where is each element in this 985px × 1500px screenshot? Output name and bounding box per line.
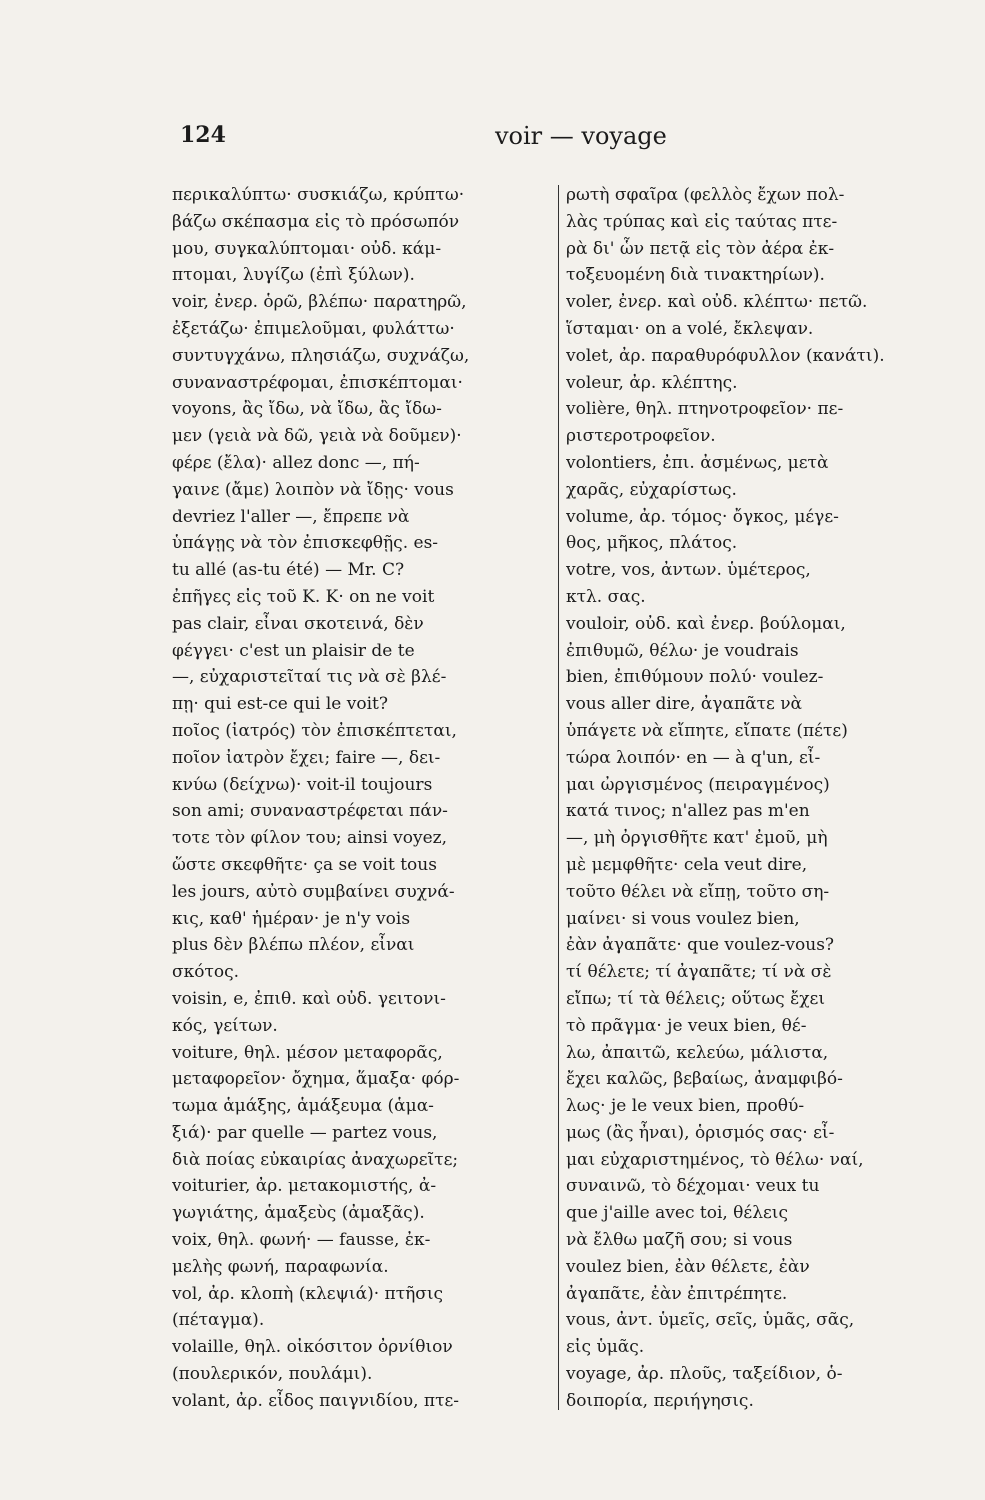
text-line: votre, vos, ἀντων. ὑμέτερος, <box>566 560 811 581</box>
text-line: vous aller dire, ἀγαπᾶτε νὰ <box>566 694 803 715</box>
text-line: μαίνει· si vous voulez bien, <box>566 908 800 929</box>
text-line: λως· je le veux bien, προθύ- <box>566 1096 805 1117</box>
text-line: ποῖος (ἰατρός) τὸν ἐπισκέπτεται, <box>172 720 457 741</box>
text-line: λὰς τρύπας καὶ εἰς ταύτας πτε- <box>566 211 838 232</box>
text-line: τί θέλετε; τί ἀγαπᾶτε; τί νὰ σὲ <box>566 962 832 983</box>
text-line: ρωτὴ σφαῖρα (φελλὸς ἔχων πολ- <box>566 185 845 205</box>
text-line: ξιά)· par quelle — partez vous, <box>172 1122 438 1143</box>
text-line: volière, θηλ. πτηνοτροφεῖον· πε- <box>566 399 844 420</box>
text-line: μως (ἂς ἦναι), ὁρισμός σας· εἶ- <box>566 1122 835 1143</box>
text-line: ἐπιθυμῶ, θέλω· je voudrais <box>566 640 799 661</box>
text-line: volume, ἀρ. τόμος· ὄγκος, μέγε- <box>566 506 839 527</box>
text-line: κτλ. σας. <box>566 586 646 607</box>
text-line: κις, καθ' ἡμέραν· je n'y vois <box>172 908 411 929</box>
text-line: τὸ πρᾶγμα· je veux bien, θέ- <box>566 1015 807 1036</box>
text-line: que j'aille avec toi, θέλεις <box>566 1203 788 1224</box>
text-line: ἔχει καλῶς, βεβαίως, ἀναμφιβό- <box>566 1069 843 1090</box>
page-number: 124 <box>180 122 226 148</box>
text-line: τοτε τὸν φίλον του; ainsi voyez, <box>172 828 448 849</box>
text-line: εἴπω; τί τὰ θέλεις; οὕτως ἔχει <box>566 988 826 1009</box>
text-line: συντυγχάνω, πλησιάζω, συχνάζω, <box>172 345 470 366</box>
text-line: θος, μῆκος, πλάτος. <box>566 533 738 554</box>
text-line: voiturier, ἀρ. μετακομιστής, ἀ- <box>172 1176 437 1197</box>
text-line: tu allé (as-tu été) — Mr. C? <box>172 560 405 581</box>
text-line: plus δὲν βλέπω πλέον, εἶναι <box>172 935 415 956</box>
text-line: voyons, ἂς ἴδω, νὰ ἴδω, ἂς ἴδω- <box>172 399 442 420</box>
text-line: τώρα λοιπόν· en — à q'un, εἶ- <box>566 747 821 768</box>
text-line: voleur, ἀρ. κλέπτης. <box>566 372 738 393</box>
text-line: πῃ· qui est-ce qui le voit? <box>172 694 388 715</box>
text-line: voisin, e, ἐπιθ. καὶ οὐδ. γειτονι- <box>172 988 446 1009</box>
text-line: voyage, ἀρ. πλοῦς, ταξείδιον, ὁ- <box>566 1364 843 1385</box>
text-line: (πουλερικόν, πουλάμι). <box>172 1364 373 1385</box>
text-line: ὑπάγῃς νὰ τὸν ἐπισκεφθῇς. es- <box>172 533 439 554</box>
text-line: —, μὴ ὀργισθῆτε κατ' ἐμοῦ, μὴ <box>566 828 828 849</box>
text-line: ριστεροτροφεῖον. <box>566 426 716 447</box>
text-line: γαινε (ἄμε) λοιπὸν νὰ ἴδῃς· vous <box>172 479 454 500</box>
text-line: ρὰ δι' ὧν πετᾷ εἰς τὸν ἀέρα ἐκ- <box>566 238 835 259</box>
running-head: voir — voyage <box>495 122 667 150</box>
text-line: μελὴς φωνή, παραφωνία. <box>172 1256 389 1277</box>
text-line: μου, συγκαλύπτομαι· οὐδ. κάμ- <box>172 238 442 259</box>
text-line: τωμα ἁμάξης, ἁμάξευμα (ἁμα- <box>172 1096 434 1117</box>
text-line: διὰ ποίας εὐκαιρίας ἀναχωρεῖτε; <box>172 1149 459 1170</box>
text-line: συναινῶ, τὸ δέχομαι· veux tu <box>566 1176 820 1197</box>
text-line: volontiers, ἐπι. ἀσμένως, μετὰ <box>566 452 829 473</box>
text-line: συναναστρέφομαι, ἐπισκέπτομαι· <box>172 372 463 393</box>
text-line: voulez bien, ἐὰν θέλετε, ἐὰν <box>566 1256 810 1277</box>
text-line: κνύω (δείχνω)· voit-il toujours <box>172 774 433 795</box>
text-line: εἰς ὑμᾶς. <box>566 1337 645 1358</box>
text-line: μαι εὐχαριστημένος, τὸ θέλω· ναί, <box>566 1149 864 1170</box>
text-line: bien, ἐπιθύμουν πολύ· voulez- <box>566 667 824 688</box>
text-line: —, εὐχαριστεῖταί τις νὰ σὲ βλέ- <box>172 667 447 688</box>
text-line: pas clair, εἶναι σκοτεινά, δὲν <box>172 613 424 634</box>
text-line: λω, ἀπαιτῶ, κελεύω, μάλιστα, <box>566 1042 829 1063</box>
text-line: vous, ἀντ. ὑμεῖς, σεῖς, ὑμᾶς, σᾶς, <box>566 1310 855 1331</box>
text-line: ἐὰν ἀγαπᾶτε· que voulez-vous? <box>566 935 835 956</box>
text-line: vouloir, οὐδ. καὶ ἐνερ. βούλομαι, <box>566 613 846 634</box>
column-divider <box>558 185 559 1410</box>
text-line: δοιπορία, περιήγησις. <box>566 1390 754 1411</box>
text-line: μαι ὠργισμένος (πειραγμένος) <box>566 774 830 795</box>
text-line: μεν (γειὰ νὰ δῶ, γειὰ νὰ δοῦμεν)· <box>172 426 462 447</box>
text-line: ὑπάγετε νὰ εἴπητε, εἴπατε (πέτε) <box>566 720 848 741</box>
text-line: σκότος. <box>172 962 240 983</box>
text-line: νὰ ἔλθω μαζῆ σου; si vous <box>566 1230 793 1251</box>
text-line: volaille, θηλ. οἰκόσιτον ὀρνίθιον <box>172 1337 453 1358</box>
text-line: τοξευομένη διὰ τινακτηρίων). <box>566 265 825 286</box>
text-line: voix, θηλ. φωνή· — fausse, ἐκ- <box>172 1230 431 1251</box>
text-line: μὲ μεμφθῆτε· cela veut dire, <box>566 854 808 875</box>
text-line: (πέταγμα). <box>172 1310 265 1331</box>
text-line: πτομαι, λυγίζω (ἐπὶ ξύλων). <box>172 265 415 286</box>
right-column <box>566 182 942 1415</box>
text-line: ἐπῆγες εἰς τοῦ Κ. Κ· on ne voit <box>172 586 435 607</box>
text-line: voler, ἐνερ. καὶ οὐδ. κλέπτω· πετῶ. <box>566 292 868 313</box>
text-line: ποῖον ἰατρὸν ἔχει; faire —, δει- <box>172 747 441 768</box>
text-line: vol, ἀρ. κλοπὴ (κλεψιά)· πτῆσις <box>172 1283 444 1304</box>
text-line: περικαλύπτω· συσκιάζω, κρύπτω· <box>172 185 465 205</box>
text-line: κός, γείτων. <box>172 1015 278 1036</box>
text-line: les jours, αὐτὸ συμβαίνει συχνά- <box>172 881 455 902</box>
text-line: φέρε (ἔλα)· allez donc —, πή- <box>172 452 420 473</box>
text-line: τοῦτο θέλει νὰ εἴπῃ, τοῦτο ση- <box>566 881 830 902</box>
text-line: γωγιάτης, ἁμαξεὺς (ἀμαξᾶς). <box>172 1203 425 1224</box>
text-line: volet, ἀρ. παραθυρόφυλλον (κανάτι). <box>566 345 885 366</box>
text-line: son ami; συναναστρέφεται πάν- <box>172 801 448 822</box>
text-line: volant, ἀρ. εἶδος παιγνιδίου, πτε- <box>172 1390 460 1411</box>
text-line: ἀγαπᾶτε, ἐὰν ἐπιτρέπητε. <box>566 1283 788 1304</box>
text-line: μεταφορεῖον· ὄχημα, ἅμαξα· φόρ- <box>172 1069 460 1090</box>
text-line: voiture, θηλ. μέσον μεταφορᾶς, <box>172 1042 443 1063</box>
text-line: ὥστε σκεφθῆτε· ça se voit tous <box>172 854 437 875</box>
text-line: βάζω σκέπασμα εἰς τὸ πρόσωπόν <box>172 211 460 232</box>
text-line: devriez l'aller —, ἔπρεπε νὰ <box>172 506 410 527</box>
text-line: ἵσταμαι· on a volé, ἔκλεψαν. <box>566 318 814 339</box>
left-column <box>172 182 552 1415</box>
text-line: ἐξετάζω· ἐπιμελοῦμαι, φυλάττω· <box>172 318 455 339</box>
text-line: voir, ἐνερ. ὁρῶ, βλέπω· παρατηρῶ, <box>172 292 467 313</box>
text-line: χαρᾶς, εὐχαρίστως. <box>566 479 737 500</box>
text-line: κατά τινος; n'allez pas m'en <box>566 801 810 822</box>
text-line: φέγγει· c'est un plaisir de te <box>172 640 415 661</box>
